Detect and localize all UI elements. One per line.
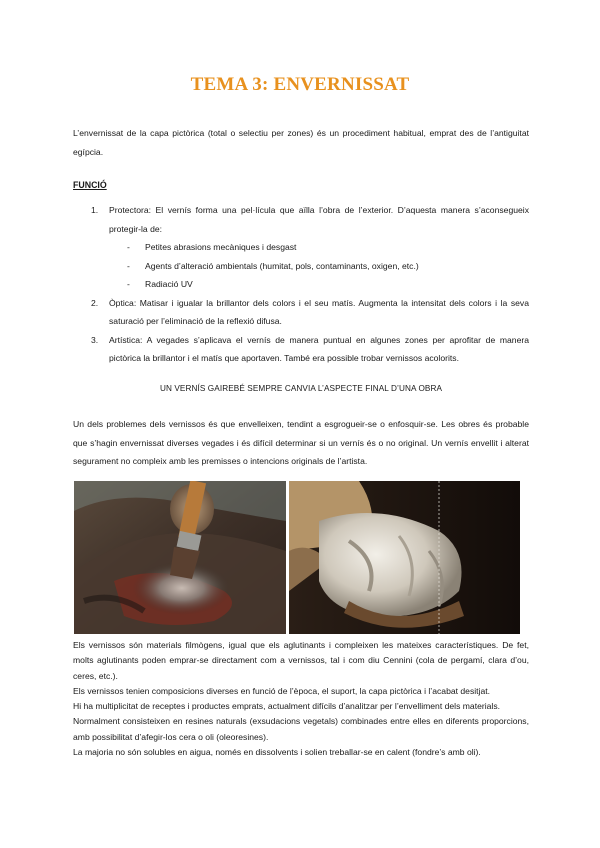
sub-item-text: Agents d’alteració ambientals (humitat, pols, contaminants, oxigen, etc.) (145, 260, 419, 271)
list-number: 1. (91, 205, 99, 215)
sub-item (73, 275, 529, 294)
function-item-artistica (73, 331, 529, 368)
body-paragraph: Hi ha multiplicitat de receptes i productes emprats, actualment difícils d’analitzar per l’envelliment dels materials. (73, 701, 501, 712)
varnished-fabric-detail-photo (289, 481, 520, 634)
intro-paragraph: L’envernissat de la capa pictòrica (total o selectiu per zones) és un procediment habitual, emprat des de l’antiguitat egípcia. (73, 128, 529, 157)
sub-item-text: Petites abrasions mecàniques i desgast (145, 242, 297, 252)
body-paragraph: La majoria no són solubles en aigua, només en dissolvents i solien treballar-se en calent (fondre’s amb oli). (73, 747, 481, 758)
list-number: 3. (91, 334, 99, 345)
body-paragraph: Normalment consisteixen en resines naturals (exsudacions vegetals) combinades entre elles en diferents proporcions, amb possibilitat d’afegir-los cera o oli (oleoresines). (73, 716, 529, 742)
list-item-text: Òptica: Matisar i igualar la brillantor dels colors i el seu matís. Augmenta la intensitat dels colors i la seva saturació per l’eliminació de la reflexió difusa. (109, 297, 529, 326)
dash-bullet: - (127, 260, 130, 271)
page-title: TEMA 3: ENVERNISSAT (190, 74, 410, 95)
function-list (73, 201, 529, 368)
list-number: 2. (91, 297, 99, 308)
sub-item (73, 257, 529, 276)
dash-bullet: - (127, 279, 130, 289)
list-item-text: Artística: A vegades s’aplicava el vernís de manera puntual en algunes zones per aprofitar de manera pictòrica la brillantor i el matís que aportaven. També era possible trobar vernissos acolorits. (109, 334, 529, 363)
problems-paragraph: Un dels problemes dels vernissos és que envelleixen, tendint a esgrogueir-se o enfosquir-se. Les obres és probable que s’hagin envernissat diverses vegades i és difícil determinar si un vernís és o no original. Un vernís envellit i alterat segurament no compleix amb les premisses o intencions originals de l’artista. (73, 419, 529, 466)
sub-item-text: Radiació UV (145, 279, 193, 289)
list-item-text: Protectora: El vernís forma una pel·lícula que aïlla l’obra de l’exterior. D’aquesta manera s’aconsegueix protegir-la de: (109, 205, 529, 234)
varnish-application-photo (74, 481, 286, 634)
section-heading-funcio: FUNCIÓ (73, 180, 107, 190)
sub-item (73, 238, 529, 257)
function-item-protectora (73, 201, 529, 238)
body-paragraph: Els vernissos tenien composicions diverses en funció de l’època, el suport, la capa pictòrica i l’acabat desitjat. (73, 685, 491, 696)
section-subheading: UN VERNÍS GAIREBÉ SEMPRE CANVIA L’ASPECTE FINAL D’UNA OBRA (159, 384, 443, 393)
dash-bullet: - (127, 242, 130, 252)
bottom-text-block (73, 638, 529, 760)
function-item-optica (73, 294, 529, 331)
body-paragraph: Els vernissos són materials filmògens, igual que els aglutinants i compleixen les mateixes característiques. De fet, molts aglutinants poden emprar-se directament com a vernissos, tal i com diu Cennini (cola de pergamí, clara d’ou, ceres, etc.). (73, 640, 529, 681)
